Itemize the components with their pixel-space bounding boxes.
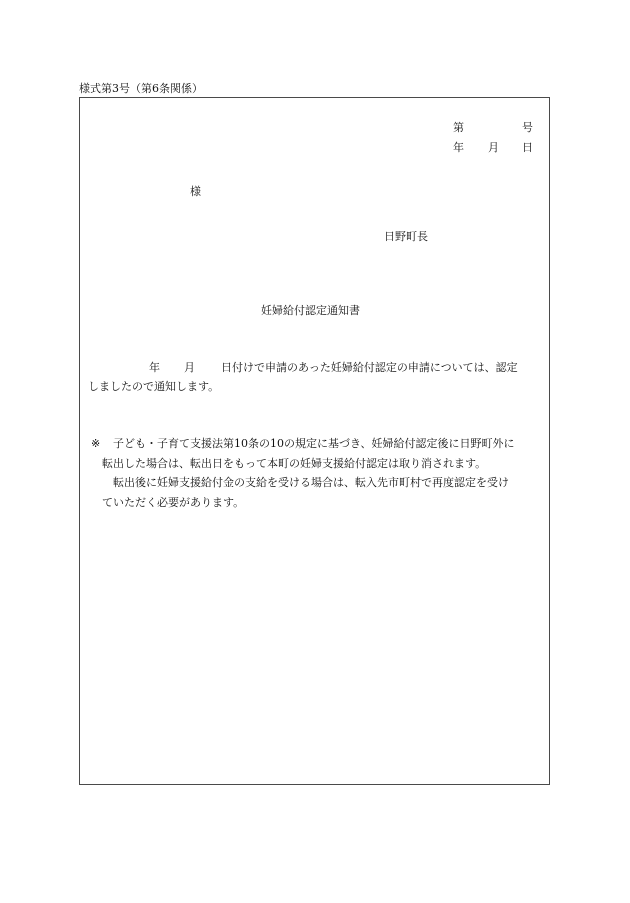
issue-date-day: 日	[522, 141, 533, 154]
form-number-label: 様式第3号（第6条関係）	[79, 82, 203, 95]
body-text-line-1: 日付けで申請のあった妊婦給付認定の申請については、認定	[221, 361, 518, 374]
document-number-suffix: 号	[522, 121, 533, 134]
document-number-prefix: 第	[453, 121, 464, 134]
issue-date-month: 月	[488, 141, 499, 154]
note-text-line-1: 子ども・子育て支援法第10条の10の規定に基づき、妊婦給付認定後に日野町外に	[113, 437, 515, 450]
body-application-month: 月	[184, 361, 195, 374]
document-title: 妊婦給付認定通知書	[261, 304, 360, 317]
sender-name: 日野町長	[384, 230, 428, 243]
note-text-line-2: 転出した場合は、転出日をもって本町の妊婦支援給付認定は取り消されます。	[102, 457, 487, 470]
note-text-line-4: ていただく必要があります。	[102, 496, 245, 509]
recipient-honorific: 様	[190, 185, 201, 198]
body-text-line-2: しましたので通知します。	[88, 380, 220, 393]
note-text-line-3: 転出後に妊婦支援給付金の支給を受ける場合は、転入先市町村で再度認定を受け	[113, 476, 509, 489]
issue-date-year: 年	[453, 141, 464, 154]
body-application-year: 年	[149, 361, 160, 374]
note-asterisk-mark: ※	[91, 437, 101, 450]
